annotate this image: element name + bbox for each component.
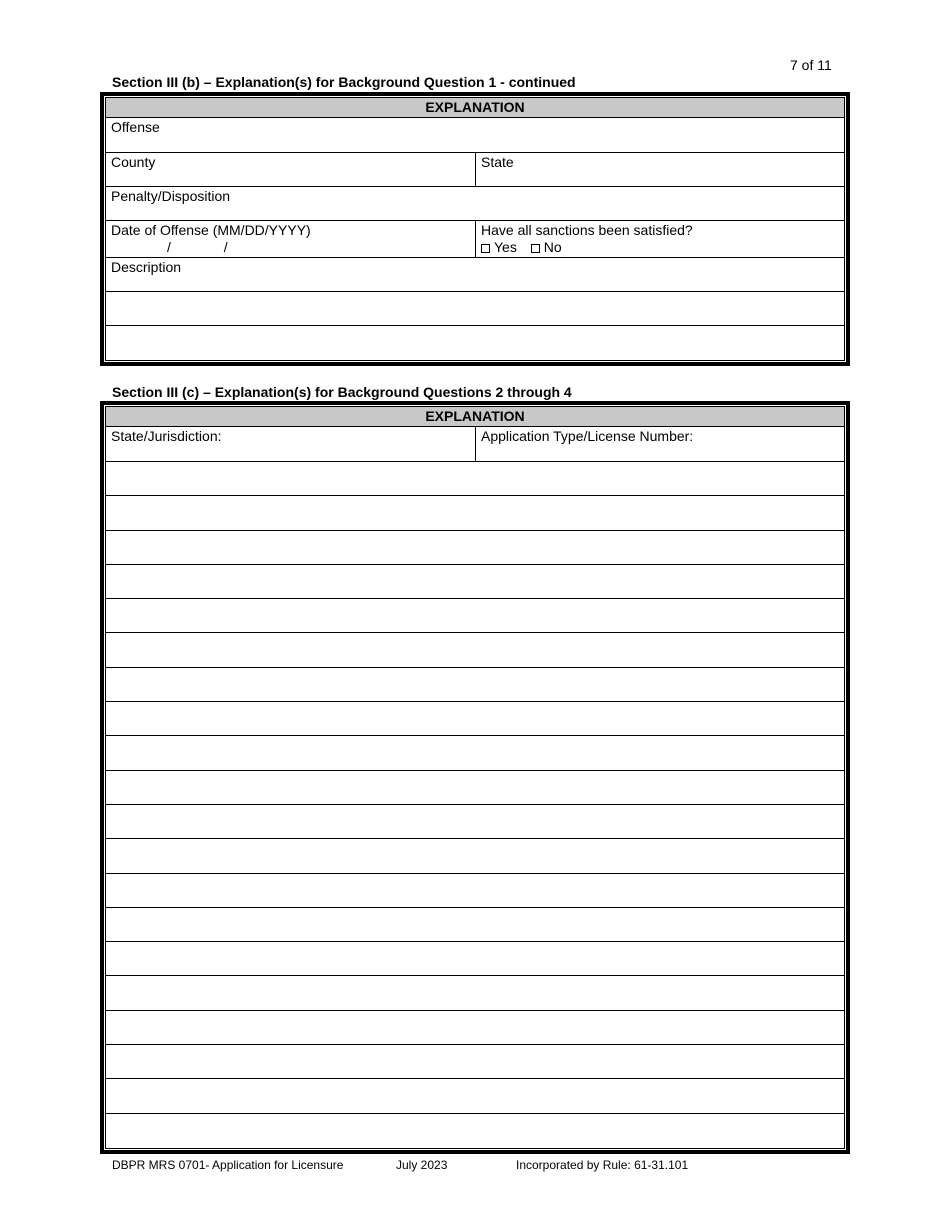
sanctions-field (475, 221, 844, 257)
section-c-form (100, 401, 850, 1154)
explanation-line[interactable] (106, 668, 844, 702)
section-c-header: EXPLANATION (106, 407, 844, 427)
explanation-line[interactable] (106, 1079, 844, 1113)
state-field[interactable] (475, 153, 844, 186)
county-label: County (111, 154, 156, 170)
footer-form-id: DBPR MRS 0701- Application for Licensure (112, 1158, 344, 1172)
explanation-line[interactable] (106, 496, 844, 530)
explanation-line[interactable] (106, 599, 844, 633)
app-type-field[interactable] (475, 427, 844, 461)
county-state-row (106, 153, 844, 187)
jurisdiction-field[interactable] (106, 427, 475, 461)
section-b-header: EXPLANATION (106, 98, 844, 118)
penalty-label: Penalty/Disposition (111, 188, 231, 204)
app-type-label: Application Type/License Number: (481, 428, 694, 444)
description-row (106, 258, 844, 292)
date-of-offense-field[interactable] (106, 221, 475, 257)
explanation-line[interactable] (106, 942, 844, 976)
section-b-form (100, 92, 850, 366)
explanation-line[interactable] (106, 736, 844, 770)
yes-label: Yes (494, 239, 517, 255)
sanctions-label: Have all sanctions been satisfied? (481, 222, 693, 238)
penalty-row (106, 187, 844, 221)
description-line[interactable] (106, 292, 844, 326)
no-label: No (543, 239, 562, 255)
offense-label: Offense (111, 119, 160, 135)
offense-row (106, 118, 844, 153)
description-field[interactable] (106, 258, 844, 291)
explanation-line[interactable] (106, 1045, 844, 1079)
explanation-line[interactable] (106, 531, 844, 565)
offense-field[interactable] (106, 118, 844, 152)
description-line[interactable] (106, 326, 844, 362)
section-b-title: Section III (b) – Explanation(s) for Background Question 1 - continued (112, 74, 576, 90)
date-sanctions-row (106, 221, 844, 258)
footer-rule: Incorporated by Rule: 61-31.101 (516, 1158, 689, 1172)
jurisdiction-label: State/Jurisdiction: (111, 428, 222, 444)
yes-checkbox[interactable] (481, 244, 490, 253)
explanation-line[interactable] (106, 839, 844, 873)
explanation-line[interactable] (106, 634, 844, 668)
section-c-title: Section III (c) – Explanation(s) for Background Questions 2 through 4 (112, 384, 572, 400)
page-number: 7 of 11 (790, 57, 832, 73)
explanation-line[interactable] (106, 771, 844, 805)
explanation-line[interactable] (106, 908, 844, 942)
explanation-line[interactable] (106, 805, 844, 839)
explanation-line[interactable] (106, 874, 844, 908)
explanation-line[interactable] (106, 565, 844, 599)
state-label: State (481, 154, 514, 170)
no-checkbox[interactable] (531, 244, 540, 253)
county-field[interactable] (106, 153, 475, 186)
explanation-line[interactable] (106, 977, 844, 1011)
jurisdiction-row (106, 427, 844, 462)
penalty-field[interactable] (106, 187, 844, 220)
date-label: Date of Offense (MM/DD/YYYY) (111, 222, 311, 238)
explanation-line[interactable] (106, 1114, 844, 1148)
date-separator: / (167, 239, 171, 255)
description-label: Description (111, 259, 182, 275)
date-separator: / (223, 239, 228, 255)
footer-date: July 2023 (396, 1158, 448, 1172)
explanation-line[interactable] (106, 462, 844, 496)
explanation-line[interactable] (106, 702, 844, 736)
explanation-line[interactable] (106, 1011, 844, 1045)
